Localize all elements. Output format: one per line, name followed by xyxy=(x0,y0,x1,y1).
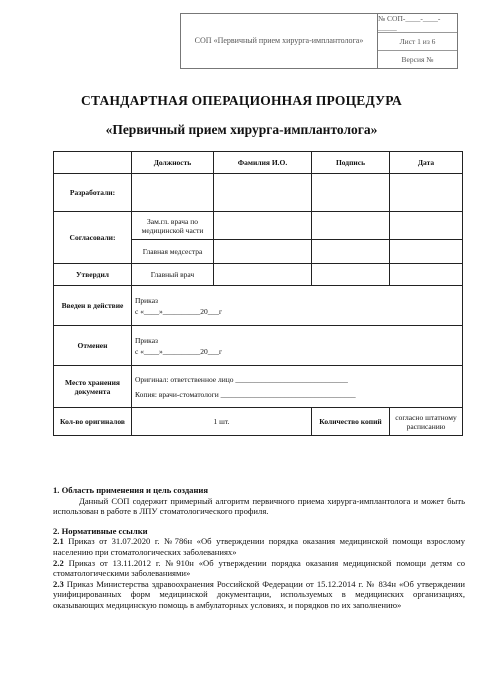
table-row xyxy=(54,326,463,366)
table-header-row xyxy=(54,152,463,174)
ref-2-3-num: 2.3 xyxy=(53,578,64,589)
col-name: Фамилия И.О. xyxy=(214,152,312,174)
ref-2-1 xyxy=(53,536,465,557)
introduced-cell xyxy=(132,286,463,326)
header-number: № СОП-____-____-_____ xyxy=(378,14,441,32)
cell xyxy=(390,174,463,212)
cell xyxy=(214,240,312,264)
ref-2-1-text: Приказ от 31.07.2020 г. №786н «Об утверждении порядка оказания медицинской помощи взрослому населению при стоматологических заболеваниях» xyxy=(53,536,465,557)
cell xyxy=(214,264,312,286)
agreed-position-2: Главная медсестра xyxy=(132,240,214,264)
page-title: СТАНДАРТНАЯ ОПЕРАЦИОННАЯ ПРОЦЕДУРА xyxy=(81,93,402,108)
ref-2-3-text: Приказ Министерства здравоохранения Российской Федерации от 15.12.2014 г. № 834н «Об утверждении унифицированных форм медицинской документации, используемых в медицинских организациях, оказывающих медицинскую помощь в амбулаторных условиях, и порядков по их заполнению» xyxy=(53,578,465,610)
table-row xyxy=(54,366,463,408)
table-row xyxy=(54,212,463,240)
copies-value: согласно штатному расписанию xyxy=(390,408,463,436)
header-sheet: Лист 1 из 6 xyxy=(378,32,457,50)
row-agreed-label: Согласовали: xyxy=(54,212,132,264)
cancelled-cell xyxy=(132,326,463,366)
cancelled-order: Приказ xyxy=(135,335,159,345)
approved-position: Главный врач xyxy=(132,264,214,286)
ref-2-3 xyxy=(53,579,465,611)
header-version: Версия № xyxy=(378,50,457,68)
row-originals-label: Кол-во оригиналов xyxy=(54,408,132,436)
cell xyxy=(312,240,390,264)
cell xyxy=(312,264,390,286)
agreed-position-1: Зам.гл. врача по медицинской части xyxy=(132,212,214,240)
col-position: Должность xyxy=(132,152,214,174)
originals-value: 1 шт. xyxy=(132,408,312,436)
ref-2-2-num: 2.2 xyxy=(53,557,64,568)
document-body xyxy=(53,485,465,611)
introduced-order: Приказ xyxy=(135,295,159,305)
cell xyxy=(390,264,463,286)
col-date: Дата xyxy=(390,152,463,174)
section-2-title: 2. Нормативные ссылки xyxy=(53,525,148,536)
cell xyxy=(312,174,390,212)
storage-copy: Копия: врачи-стоматологи ____________________________________ xyxy=(135,389,356,399)
cell xyxy=(214,212,312,240)
cancelled-date: с «____»__________20___г xyxy=(135,346,223,356)
row-approved-label: Утвердил xyxy=(54,264,132,286)
cell xyxy=(132,174,214,212)
table-corner xyxy=(54,152,132,174)
ref-2-2 xyxy=(53,558,465,579)
row-cancelled-label: Отменен xyxy=(54,326,132,366)
approval-table xyxy=(53,151,463,436)
header-doc-title: СОП «Первичный прием хирурга-имплантолога» xyxy=(181,14,378,68)
section-1-text: Данный СОП содержит примерный алгоритм первичного приема хирурга-имплантолога и может быть использован в работе в ЛПУ стоматологического профиля. xyxy=(53,495,465,517)
table-row xyxy=(54,174,463,212)
col-signature: Подпись xyxy=(312,152,390,174)
section-1-title: 1. Область применения и цель создания xyxy=(53,485,209,495)
row-developed-label: Разработали: xyxy=(54,174,132,212)
page-subtitle: «Первичный прием хирурга-имплантолога» xyxy=(105,122,378,137)
row-introduced-label: Введен в действие xyxy=(54,286,132,326)
storage-cell xyxy=(132,366,463,408)
table-row xyxy=(54,286,463,326)
cell xyxy=(214,174,312,212)
copies-label: Количество копий xyxy=(312,408,390,436)
table-row xyxy=(54,264,463,286)
introduced-date: с «____»__________20___г xyxy=(135,306,223,316)
cell xyxy=(390,212,463,240)
header-meta xyxy=(378,14,457,68)
cell xyxy=(390,240,463,264)
row-storage-label: Место хранения документа xyxy=(54,366,132,408)
document-header xyxy=(180,13,458,69)
table-row xyxy=(54,408,463,436)
ref-2-2-text: Приказ от 13.11.2012 г. №910н «Об утверждении порядка оказания медицинской помощи детям со стоматологическими заболеваниями» xyxy=(53,557,465,579)
cell xyxy=(312,212,390,240)
storage-original: Оригинал: ответственное лицо ______________________________ xyxy=(135,374,348,384)
ref-2-1-num: 2.1 xyxy=(53,536,64,547)
